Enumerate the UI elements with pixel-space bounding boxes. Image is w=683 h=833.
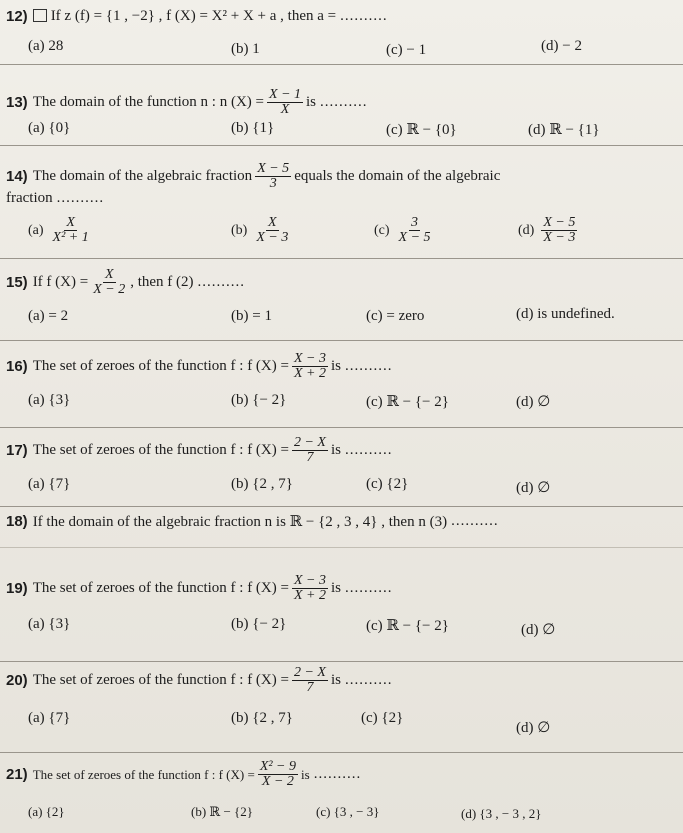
question-stem: The domain of the algebraic fraction (32, 168, 253, 184)
option-a[interactable]: (a) {3} (28, 616, 71, 632)
question-stem-end: is (330, 672, 341, 688)
denominator: 7 (306, 450, 314, 465)
numerator: X − 1 (269, 87, 302, 102)
question-stem: The set of zeroes of the function f : f (X) = (32, 672, 289, 688)
fraction (292, 352, 328, 381)
question-number: 16) (6, 358, 28, 375)
answer-blank: .......... (345, 358, 393, 374)
fraction (292, 574, 328, 603)
option-c[interactable]: (c) {2} (361, 710, 404, 726)
option-d[interactable]: (d) − 2 (541, 38, 582, 54)
option-b[interactable]: (b) {− 2} (231, 616, 287, 632)
question-stem: The set of zeroes of the function f : f (X) = (32, 580, 289, 596)
option-a[interactable]: (a) = 2 (28, 308, 69, 324)
option-d[interactable]: (d) {3 , − 3 , 2} (461, 806, 542, 821)
option-a[interactable]: (a) {7} (28, 710, 71, 726)
question-number: 20) (6, 672, 28, 689)
denominator: X − 5 (398, 230, 431, 245)
denominator: X − 2 (261, 774, 294, 789)
option-d[interactable]: (d) ∅ (521, 622, 556, 638)
option-b[interactable]: (b) ℝ − {2} (191, 804, 254, 819)
numerator: X − 3 (293, 351, 326, 366)
question-number: 19) (6, 580, 28, 597)
fraction (258, 760, 298, 789)
answer-blank: .......... (320, 94, 368, 110)
option-b[interactable]: (b) 1 (231, 41, 260, 57)
question-stem: The set of zeroes of the function f : f (X) = (32, 442, 289, 458)
numerator: X (104, 267, 114, 282)
option-c[interactable]: (c) ℝ − {− 2} (366, 394, 449, 410)
option-label: (b) (231, 222, 248, 238)
option-b[interactable]: (b) {− 2} (231, 392, 287, 408)
option-d[interactable]: (d) ∅ (516, 394, 551, 410)
question-stem: The set of zeroes of the function f : f (X) = (32, 358, 289, 374)
question-stem: The set of zeroes of the function f : f (X) = (32, 766, 255, 782)
option-label: (c) (374, 222, 390, 238)
question-stem-end: is (306, 94, 317, 110)
numerator: X (66, 215, 75, 230)
question-stem-end: equals the domain of the algebraic (294, 168, 501, 184)
answer-blank: .......... (313, 766, 362, 782)
fraction (292, 436, 328, 465)
question-stem: If f (X) = (32, 274, 89, 290)
option-c[interactable]: (c) {2} (366, 476, 409, 492)
fraction (292, 666, 328, 695)
option-c[interactable]: (c) ℝ − {− 2} (366, 618, 449, 634)
answer-blank: .......... (451, 513, 499, 529)
numerator: 2 − X (293, 665, 326, 680)
denominator: X − 2 (93, 282, 126, 297)
fraction (267, 88, 303, 117)
answer-blank: .......... (340, 8, 388, 24)
denominator: X² + 1 (52, 230, 89, 245)
checkbox-icon (33, 9, 47, 22)
answer-blank: .......... (345, 672, 393, 688)
question-stem-line2: fraction (6, 190, 53, 206)
option-c[interactable]: (c) − 1 (386, 42, 427, 58)
denominator: X − 3 (256, 230, 289, 245)
option-d[interactable]: (d) ℝ − {1} (528, 122, 600, 138)
numerator: 2 − X (293, 435, 326, 450)
divider (0, 64, 683, 65)
question-number: 14) (6, 168, 28, 185)
divider (0, 145, 683, 146)
denominator: X + 2 (293, 588, 326, 603)
denominator: X − 3 (543, 230, 576, 245)
question-stem: The domain of the function n : n (X) = (32, 94, 265, 110)
question-stem-end: is (330, 358, 341, 374)
denominator: X + 2 (293, 366, 326, 381)
denominator: 7 (306, 680, 314, 695)
numerator: 3 (411, 215, 419, 230)
question-stem-end: is (330, 442, 341, 458)
option-c[interactable] (374, 216, 436, 245)
question-stem: If z (f) = {1 , −2} , f (X) = X² + X + a , then a = (50, 8, 337, 24)
option-b[interactable]: (b) {2 , 7} (231, 476, 293, 492)
question-number: 21) (6, 766, 28, 783)
numerator: X − 5 (257, 161, 290, 176)
question-stem-end: is (301, 766, 310, 782)
option-c[interactable]: (c) ℝ − {0} (386, 122, 457, 138)
option-c[interactable]: (c) = zero (366, 308, 425, 324)
option-a[interactable]: (a) 28 (28, 38, 64, 54)
option-d[interactable]: (d) ∅ (516, 720, 551, 736)
option-c[interactable]: (c) {3 , − 3} (316, 804, 380, 819)
question-number: 12) (6, 8, 28, 25)
divider (0, 547, 683, 548)
divider (0, 506, 683, 507)
option-label: (d) (518, 222, 535, 238)
option-b[interactable]: (b) {1} (231, 120, 275, 136)
option-d[interactable]: (d) ∅ (516, 480, 551, 496)
numerator: X − 3 (293, 573, 326, 588)
question-number: 13) (6, 94, 28, 111)
question-number: 18) (6, 513, 28, 530)
question-number: 15) (6, 274, 28, 291)
question-stem-end: , then f (2) (130, 274, 194, 290)
numerator: X − 5 (543, 215, 576, 230)
numerator: X (268, 215, 277, 230)
answer-blank: .......... (345, 442, 393, 458)
option-a[interactable]: (a) {3} (28, 392, 71, 408)
answer-blank: .......... (197, 274, 246, 290)
question-number: 17) (6, 442, 28, 459)
option-a[interactable]: (a) {7} (28, 476, 71, 492)
divider (0, 340, 683, 341)
divider (0, 427, 683, 428)
option-d[interactable] (518, 216, 580, 245)
option-b[interactable]: (b) {2 , 7} (231, 710, 293, 726)
option-a[interactable]: (a) {0} (28, 120, 71, 136)
numerator: X² − 9 (259, 759, 297, 774)
option-b[interactable] (231, 216, 293, 245)
option-label: (a) (28, 222, 44, 238)
answer-blank: .......... (56, 190, 105, 206)
option-a[interactable] (28, 216, 94, 245)
option-b[interactable]: (b) = 1 (231, 308, 272, 324)
fraction (91, 268, 127, 297)
question-stem-end: is (330, 580, 341, 596)
fraction (255, 162, 291, 191)
denominator: 3 (269, 176, 277, 191)
question-stem: If the domain of the algebraic fraction n is ℝ − {2 , 3 , 4} , then n (3) (32, 514, 448, 530)
divider (0, 661, 683, 662)
divider (0, 752, 683, 753)
divider (0, 258, 683, 259)
option-a[interactable]: (a) {2} (28, 804, 65, 819)
answer-blank: .......... (345, 580, 393, 596)
option-d[interactable]: (d) is undefined. (516, 306, 615, 322)
denominator: X (280, 102, 290, 117)
